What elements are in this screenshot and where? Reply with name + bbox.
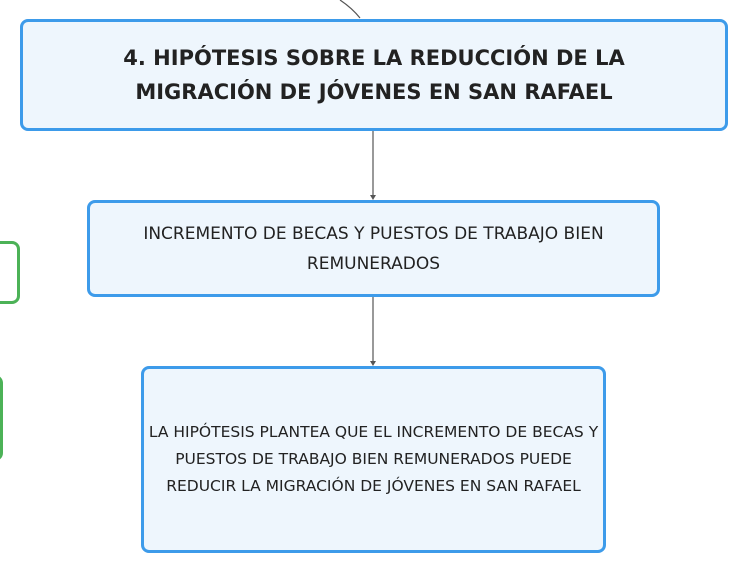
main-hypothesis-text: 4. HIPÓTESIS SOBRE LA REDUCCIÓN DE LA MIGRACIÓN DE JÓVENES EN SAN RAFAEL [123, 46, 625, 104]
hypothesis-detail-node[interactable] [141, 366, 606, 553]
scholarship-jobs-text: INCREMENTO DE BECAS Y PUESTOS DE TRABAJO BIEN REMUNERADOS [143, 223, 604, 274]
hypothesis-detail-text: LA HIPÓTESIS PLANTEA QUE EL INCREMENTO DE BECAS Y PUESTOS DE TRABAJO BIEN REMUNERADOS PUEDE REDUCIR LA MIGRACIÓN DE JÓVENES EN SAN RAFAEL [148, 423, 599, 495]
side-node-partial-top[interactable] [0, 241, 20, 304]
main-hypothesis-node[interactable] [20, 19, 728, 131]
scholarship-jobs-node[interactable] [87, 200, 660, 297]
side-node-partial-bottom[interactable] [0, 375, 3, 461]
incoming-connector [340, 0, 360, 18]
